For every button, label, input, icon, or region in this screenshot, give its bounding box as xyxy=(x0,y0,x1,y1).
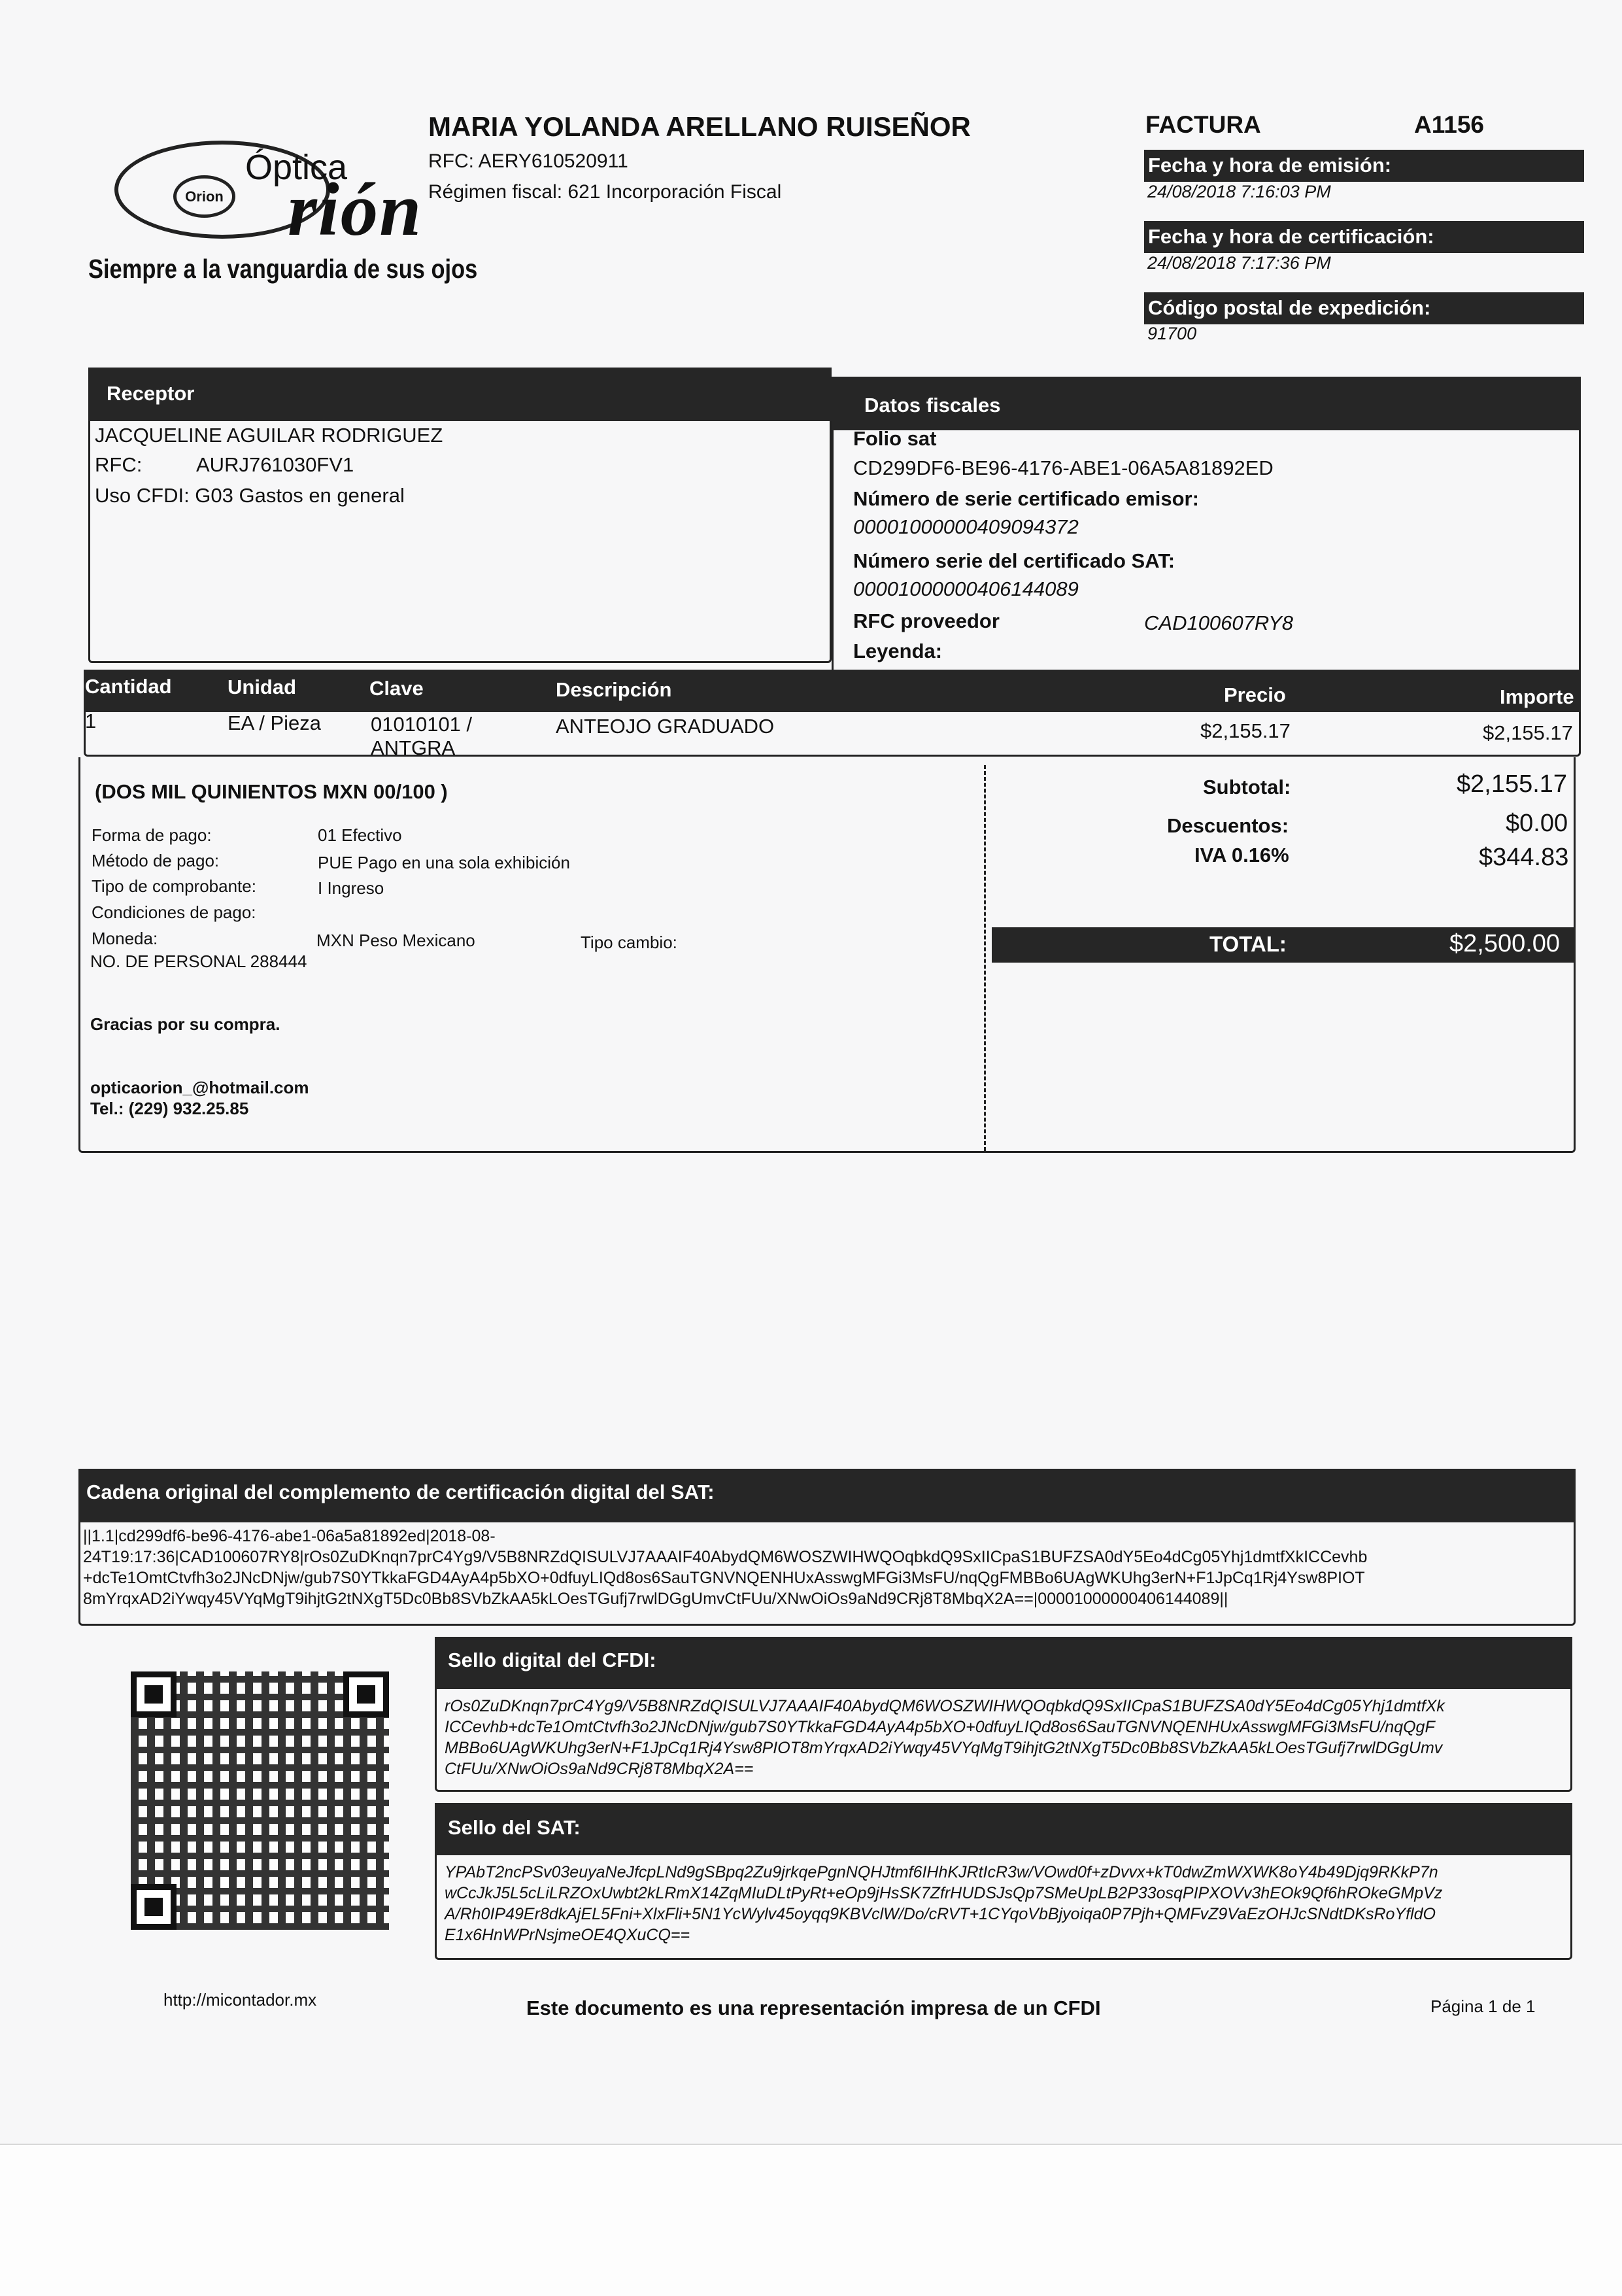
issuer-regimen: Régimen fiscal: 621 Incorporación Fiscal xyxy=(428,181,782,203)
tipo-comprobante-label: Tipo de comprobante: xyxy=(92,876,256,896)
sello-sat-header: Sello del SAT: xyxy=(435,1803,1572,1855)
receptor-rfc-value: AURJ761030FV1 xyxy=(196,453,354,476)
items-header-row xyxy=(84,670,1581,712)
moneda-label: Moneda: xyxy=(92,929,158,948)
subtotal-label: Subtotal: xyxy=(1203,776,1291,798)
col-descripcion: Descripción xyxy=(556,678,672,701)
receptor-header: Receptor xyxy=(88,368,832,421)
descuentos-value: $0.00 xyxy=(1506,810,1568,837)
sello-sat-line: YPAbT2ncPSv03euyaNeJfcpLNd9gSBpq2Zu9jrkqePgnNQHJtmf6IHhKJRtIcR3w/VOwd0f+zDvvx+kT0dwZmWXWK8oY4b49Djq9RKkP7n xyxy=(445,1863,1438,1881)
scan-edge xyxy=(0,2144,1622,2296)
leyenda-label: Leyenda: xyxy=(853,640,943,662)
subtotal-value: $2,155.17 xyxy=(1457,770,1568,798)
item-clave: 01010101 / xyxy=(371,713,473,736)
metodo-pago-label: Método de pago: xyxy=(92,851,220,870)
cadena-line: ||1.1|cd299df6-be96-4176-abe1-06a5a81892ed|2018-08- xyxy=(83,1527,496,1545)
logo-lens xyxy=(173,175,235,218)
cp-value: 91700 xyxy=(1147,324,1197,343)
fiscal-header: Datos fiscales xyxy=(832,377,1581,430)
logo-tagline: Siempre a la vanguardia de sus ojos xyxy=(88,254,478,284)
item-cantidad: 1 xyxy=(85,710,97,732)
receptor-rfc-label: RFC: xyxy=(95,453,143,476)
sello-cfdi-line: ICCevhb+dcTe1OmtCtvfh3o2JNcDNjw/gub7S0YTkkaFGD4AyA4p5bXO+0dfuyLIQd8os6SauTGNVNQENHUxAsswgMFGi3MsFU/nqQgF xyxy=(445,1718,1435,1736)
sello-sat-line: wCcJkJ5L5cLiLRZOxUwbt2kLRmX14ZqMIuDLtPyRt+eOp9jHsSK7ZfrHUDSJsQp7SMeUpLB2P33osqPIPXOVv3hEOk9Qf6hROkeGMpVz xyxy=(445,1884,1443,1902)
invoice-label: FACTURA xyxy=(1145,111,1261,138)
iva-label: IVA 0.16% xyxy=(1194,844,1289,866)
iva-value: $344.83 xyxy=(1479,844,1569,871)
page-number: Página 1 de 1 xyxy=(1430,1996,1536,2016)
total-label: TOTAL: xyxy=(1209,932,1287,956)
item-clave-line2: ANTGRA xyxy=(371,736,456,759)
emisor-cert-value: 00001000000409094372 xyxy=(853,515,1079,538)
cadena-header: Cadena original del complemento de certificación digital del SAT: xyxy=(78,1469,1576,1522)
cp-header: Código postal de expedición: xyxy=(1144,292,1584,324)
item-precio: $2,155.17 xyxy=(1200,719,1291,742)
moneda-value: MXN Peso Mexicano xyxy=(316,931,475,950)
certificacion-value: 24/08/2018 7:17:36 PM xyxy=(1147,253,1331,273)
item-descripcion: ANTEOJO GRADUADO xyxy=(556,715,775,738)
rfc-proveedor-value: CAD100607RY8 xyxy=(1144,611,1294,634)
col-clave: Clave xyxy=(369,677,424,700)
emisor-cert-label: Número de serie certificado emisor: xyxy=(853,487,1199,510)
cadena-line: 8mYrqxAD2iYwqy45VYqMgT9ihjtG2tNXgT5Dc0Bb8SVbZkAA5kLOesTGufj7rwlDGgUmvCtFUu/XNwOiOs9aNd9CRj8T8MbqX2A==|00001000000406144089|| xyxy=(83,1590,1228,1608)
cadena-line: +dcTe1OmtCtvfh3o2JNcDNjw/gub7S0YTkkaFGD4AyA4p5bXO+0dfuyLIQd8os6SauTGNVNQENHUxAsswgMFGi3MsFU/nqQgFMBBo6UAgWKUhg3erN+F1JpCq1Rj4Ysw8PIOT xyxy=(83,1569,1365,1587)
qr-finder-top-left xyxy=(131,1671,177,1717)
issuer-name: MARIA YOLANDA ARELLANO RUISEÑOR xyxy=(428,111,971,142)
forma-pago-label: Forma de pago: xyxy=(92,825,212,845)
tipo-cambio-label: Tipo cambio: xyxy=(581,933,677,952)
metodo-pago-value: PUE Pago en una sola exhibición xyxy=(318,853,570,872)
folio-value: CD299DF6-BE96-4176-ABE1-06A5A81892ED xyxy=(853,456,1274,479)
rfc-proveedor-label: RFC proveedor xyxy=(853,609,1000,632)
emision-value: 24/08/2018 7:16:03 PM xyxy=(1147,182,1331,201)
item-importe: $2,155.17 xyxy=(1483,721,1573,744)
receptor-uso-cfdi: Uso CFDI: G03 Gastos en general xyxy=(95,484,405,507)
certificacion-header: Fecha y hora de certificación: xyxy=(1144,221,1584,253)
numero-personal: NO. DE PERSONAL 288444 xyxy=(90,951,307,971)
col-unidad: Unidad xyxy=(228,676,297,698)
sello-sat-line: A/Rh0IP49Er8dkAjEL5Fni+XlxFli+5N1YcWylv45oyqq9KBVclW/Do/cRVT+1CYqoVbBjyoiqa0P7Pjh+QMFvZ9VaEzOHJcSNdtDKsRoYfldO xyxy=(445,1905,1436,1923)
tipo-comprobante-value: I Ingreso xyxy=(318,878,384,898)
logo-brand-main: rión xyxy=(288,168,423,251)
thanks-message: Gracias por su compra. xyxy=(90,1014,280,1034)
qr-finder-top-right xyxy=(343,1671,389,1717)
total-value: $2,500.00 xyxy=(1449,930,1561,957)
sello-cfdi-line: CtFUu/XNwOiOs9aNd9CRj8T8MbqX2A== xyxy=(445,1760,754,1778)
footer-note: Este documento es una representación impresa de un CFDI xyxy=(526,1996,1101,2019)
logo-inner-text: Orion xyxy=(185,188,224,205)
contact-tel: Tel.: (229) 932.25.85 xyxy=(90,1099,249,1118)
issuer-rfc: RFC: AERY610520911 xyxy=(428,150,628,172)
forma-pago-value: 01 Efectivo xyxy=(318,825,402,845)
descuentos-label: Descuentos: xyxy=(1167,814,1289,837)
col-precio: Precio xyxy=(1224,683,1286,706)
sello-cfdi-line: rOs0ZuDKnqn7prC4Yg9/V5B8NRZdQISULVJ7AAAIF40AbydQM6WOSZWIHWQOqbkdQ9SxIICpaS1BUFZSA0dY5Eo4dCg05Yhj1dmtfXk xyxy=(445,1697,1445,1715)
footer-url[interactable]: http://micontador.mx xyxy=(163,1990,317,2010)
folio-label: Folio sat xyxy=(853,427,937,450)
sello-cfdi-header: Sello digital del CFDI: xyxy=(435,1637,1572,1689)
contact-email: opticaorion_@hotmail.com xyxy=(90,1078,309,1097)
col-importe: Importe xyxy=(1500,685,1574,708)
sello-cfdi-line: MBBo6UAgWKUhg3erN+F1JpCq1Rj4Ysw8PIOT8mYrqxAD2iYwqy45VYqMgT9ihjtG2tNXgT5Dc0Bb8SVbZkAA5kLOesTGufj7rwlDGgUmv xyxy=(445,1739,1443,1757)
dashed-divider xyxy=(984,765,986,1151)
condiciones-pago-label: Condiciones de pago: xyxy=(92,902,256,922)
qr-finder-bottom-left xyxy=(131,1884,177,1930)
logo-brand-top: Óptica xyxy=(245,148,348,187)
receptor-name: JACQUELINE AGUILAR RODRIGUEZ xyxy=(95,424,443,447)
cadena-line: 24T19:17:36|CAD100607RY8|rOs0ZuDKnqn7prC4Yg9/V5B8NRZdQISULVJ7AAAIF40AbydQM6WOSZWIHWQOqbkdQ9SxIICpaS1BUFZSA0dY5Eo4dCg05Yhj1dmtfXkICCevhb xyxy=(83,1548,1368,1566)
emision-header: Fecha y hora de emisión: xyxy=(1144,150,1584,182)
sat-cert-label: Número serie del certificado SAT: xyxy=(853,549,1175,572)
sat-cert-value: 00001000000406144089 xyxy=(853,577,1079,600)
item-unidad: EA / Pieza xyxy=(228,711,322,734)
col-cantidad: Cantidad xyxy=(85,675,172,698)
amount-in-words: (DOS MIL QUINIENTOS MXN 00/100 ) xyxy=(95,780,448,803)
invoice-number: A1156 xyxy=(1414,111,1484,138)
sello-sat-line: E1x6HnWPrNsjmeOE4QXuCQ== xyxy=(445,1926,690,1944)
